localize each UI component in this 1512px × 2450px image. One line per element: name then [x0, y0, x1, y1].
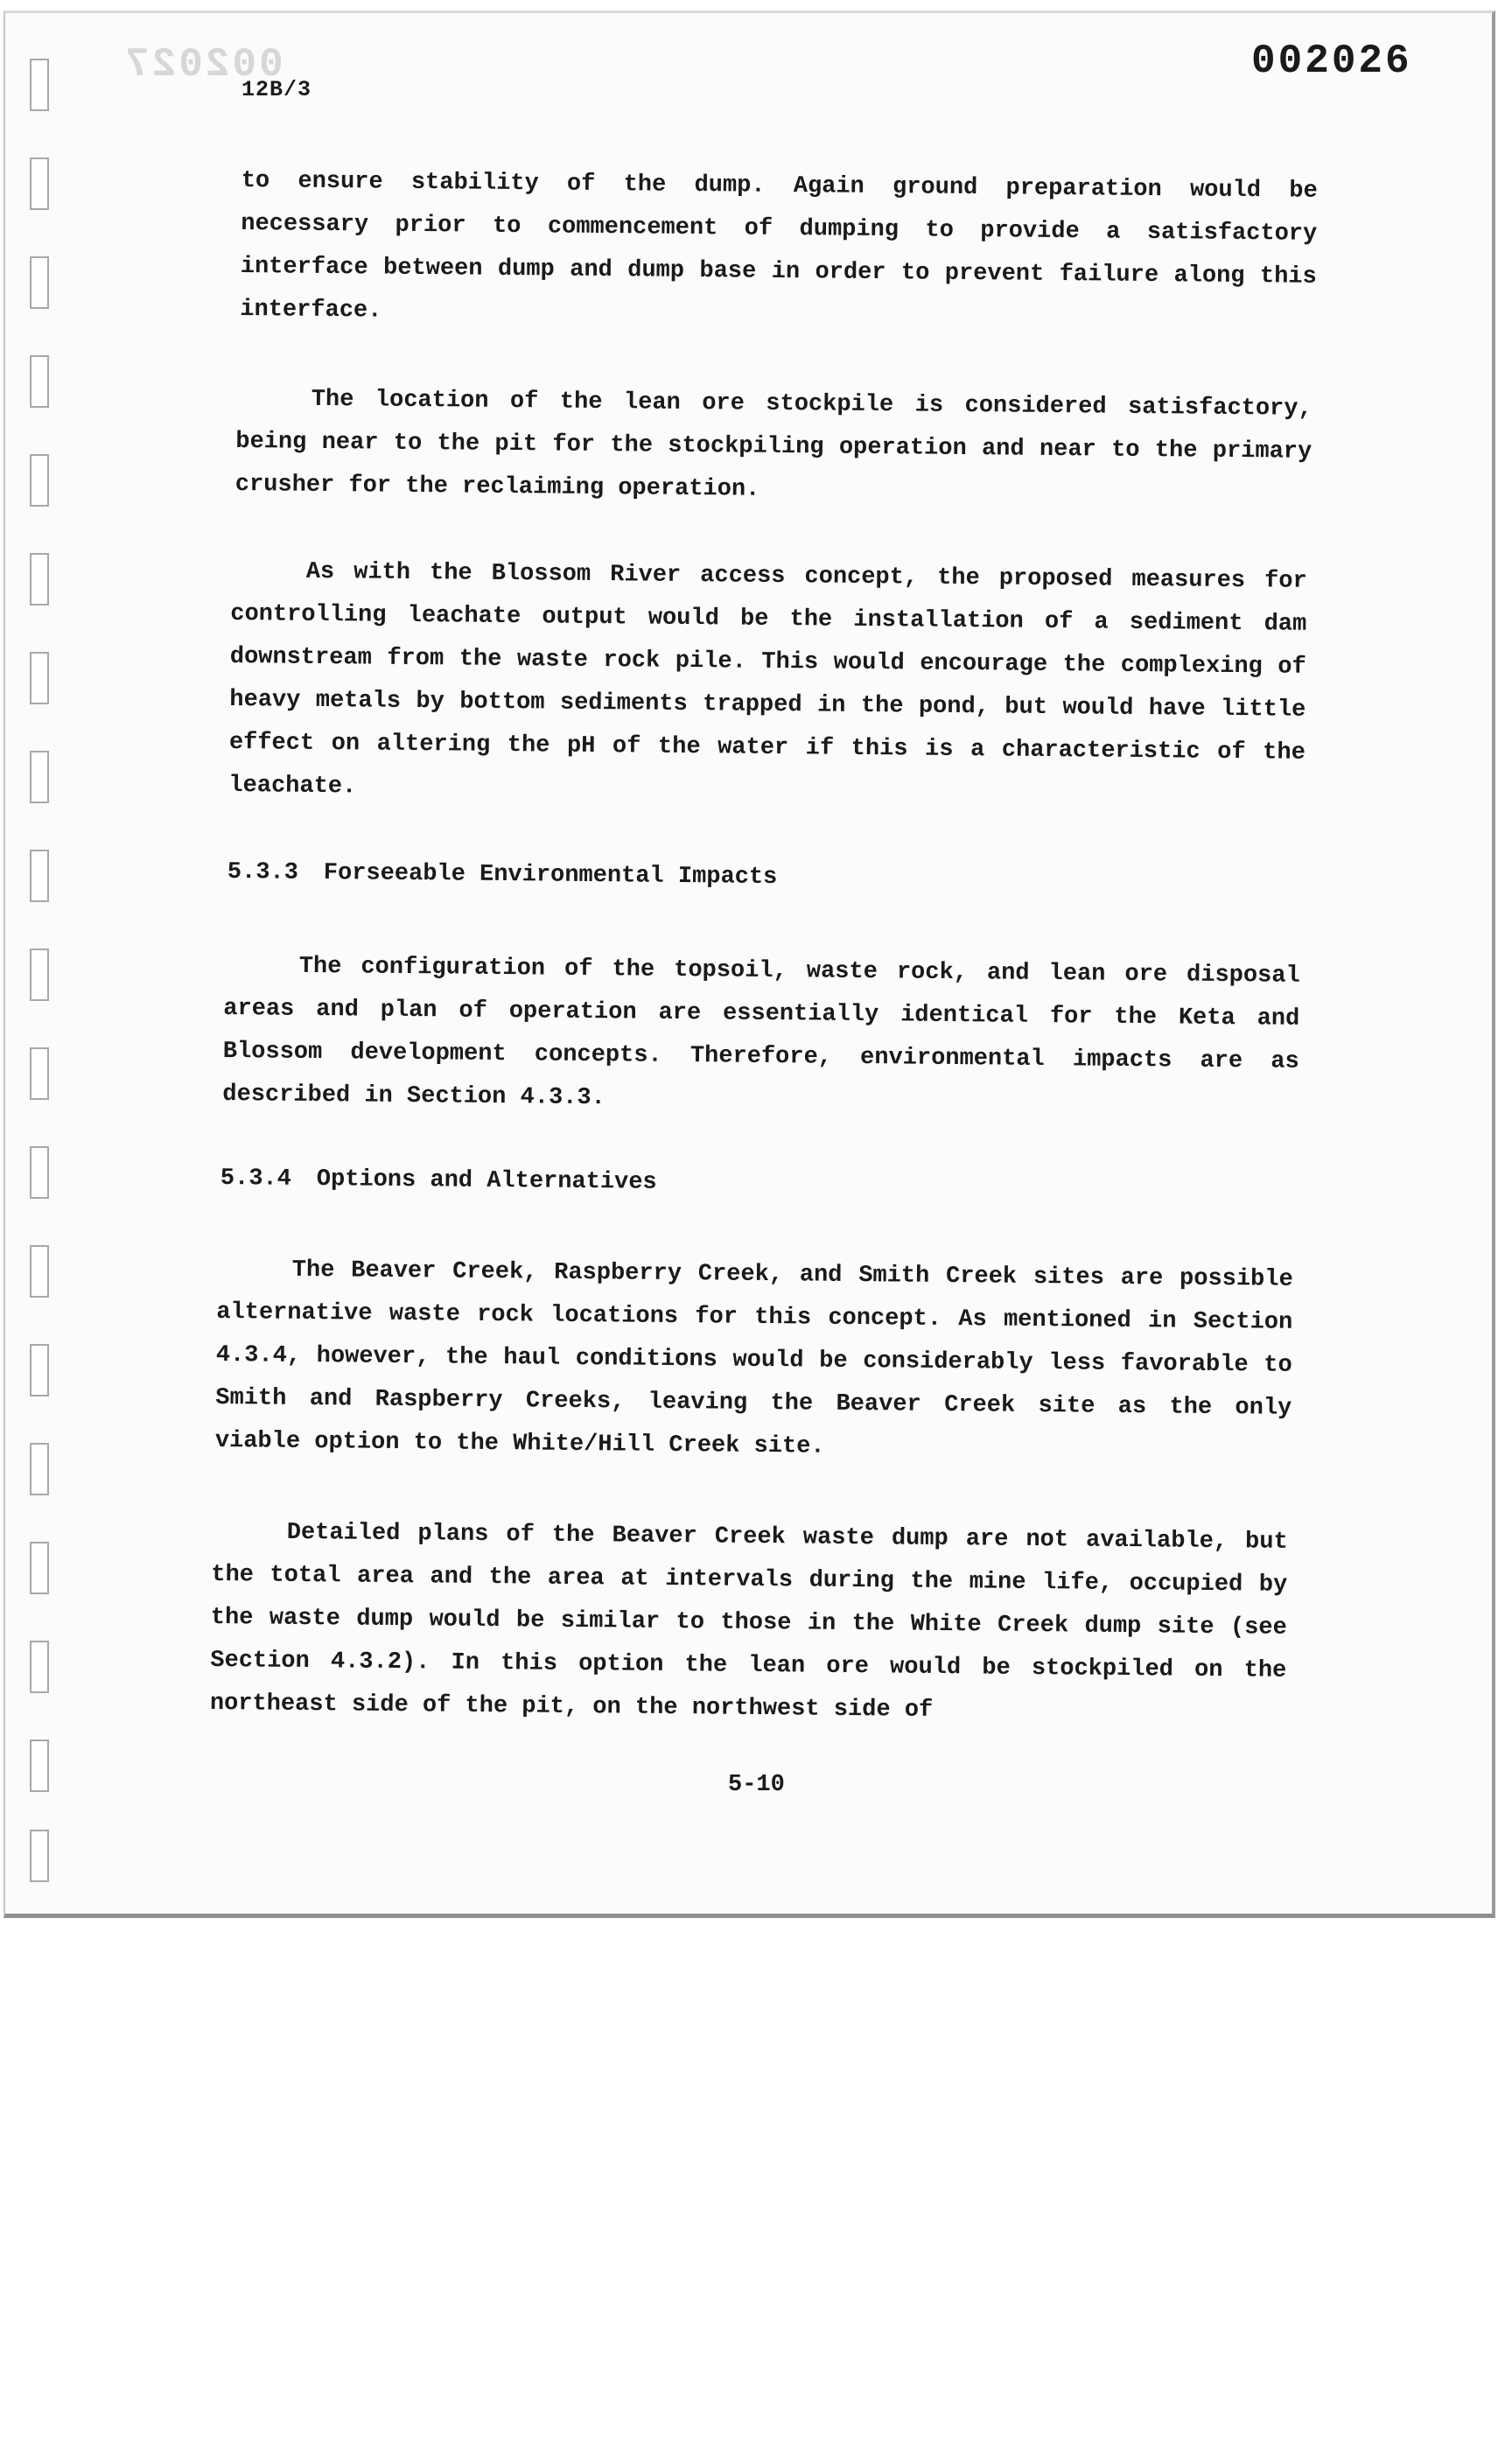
paragraph-leachate-control: As with the Blossom River access concept, the proposed measures for controlling leachate output would be the installation of a sediment dam downstream from the waste rock pile. This would encourage the complexing of heavy metals by bottom sediments trapped in the pond, but would have little effect on altering the pH of the water if this is a characteristic of the leachate. [228, 558, 1307, 801]
section-heading-533 [228, 859, 778, 891]
paragraph-alternative-sites: The Beaver Creek, Raspberry Creek, and Smith Creek sites are possible alternative waste rock locations for this concept. As mentioned in Section 4.3.4, however, the haul conditions would be considerably less favorable to Smith and Raspberry Creeks, leaving the Beaver Creek site as the only viable option to the White/Hill Creek site. [214, 1256, 1293, 1460]
paragraph-dump-stability: to ensure stability of the dump. Again ground preparation would be necessary prior to commencement of dumping to provide a satisfactory interface between dump and dump base in order to prevent failure along this interface. [240, 167, 1318, 325]
paragraph-beaver-creek-dump: Detailed plans of the Beaver Creek waste dump are not available, but the total area and the area at intervals during the mine life, occupied by the waste dump would be similar to those in the White Creek dump site (see Section 4.3.2). In this option the lean ore would be stockpiled on the northeast side of the pit, on the northwest side of [209, 1519, 1288, 1724]
document-code: 12B/3 [242, 77, 312, 102]
bleed-through-number: 002027 [122, 42, 284, 88]
section-heading-534 [220, 1166, 657, 1196]
section-number: 5.3.3 [227, 859, 299, 886]
section-title: Forseeable Environmental Impacts [323, 860, 778, 892]
section-title: Options and Alternatives [316, 1166, 657, 1196]
page-number: 5-10 [728, 1772, 785, 1798]
document-number: 002026 [1251, 38, 1412, 84]
paragraph-environmental-impacts: The configuration of the topsoil, waste rock, and lean ore disposal areas and plan of operation are essentially identical for the Keta and Blossom development concepts. Therefore, environmental impacts are as described in Section 4.3.3. [222, 953, 1300, 1112]
section-number: 5.3.4 [220, 1166, 292, 1193]
paragraph-lean-ore-stockpile: The location of the lean ore stockpile is considered satisfactory, being near to the pit for the stockpiling operation and near to the primary crusher for the reclaiming operation. [234, 386, 1312, 503]
